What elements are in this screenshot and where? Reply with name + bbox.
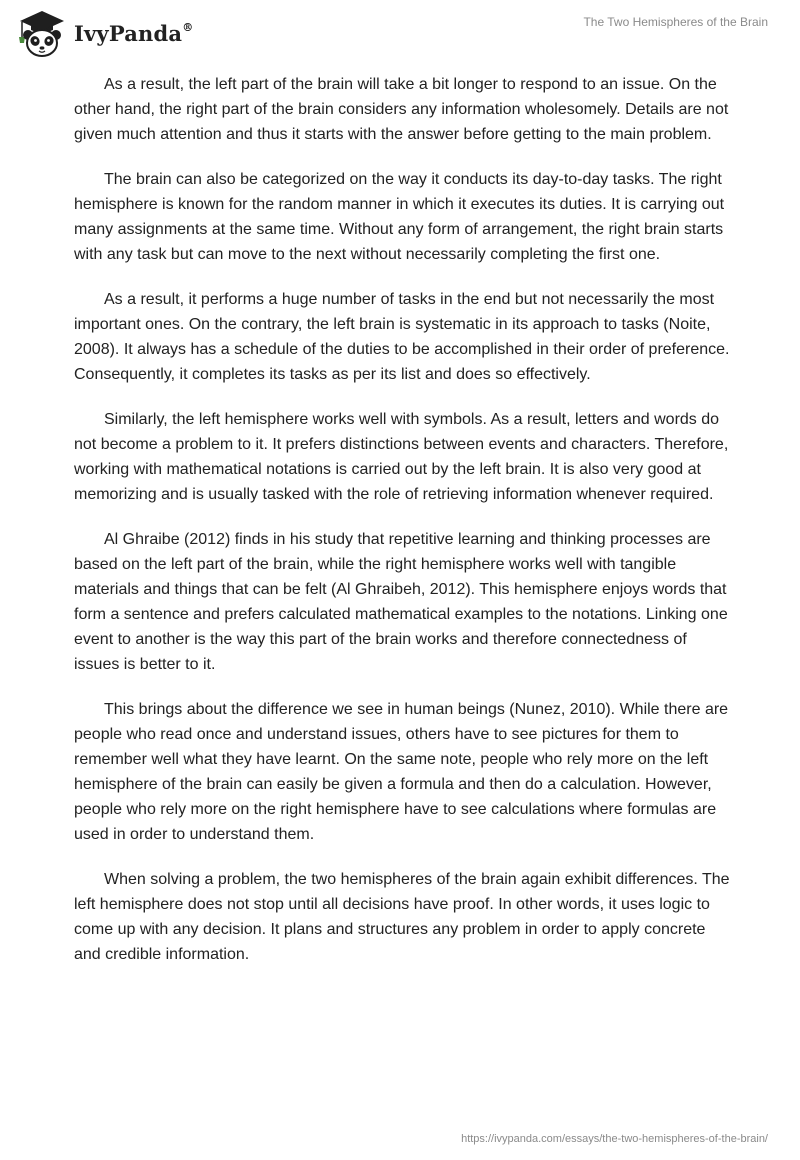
brand-name: IvyPanda®	[74, 20, 194, 46]
panda-graduation-cap-icon	[16, 8, 68, 58]
page-header	[0, 0, 800, 66]
paragraph: As a result, it performs a huge number of tasks in the end but not necessarily the most important ones. On the contrary, the left brain is systematic in its approach to tasks (Noite, 2008). It always has a schedule of the duties to be accomplished in their order of preference. Consequently, it completes its tasks as per its list and does so effectively.	[74, 291, 730, 383]
paragraph: As a result, the left part of the brain will take a bit longer to respond to an issue. On the other hand, the right part of the brain considers any information wholesomely. Details are not given much attention and thus it starts with the answer before getting to the main problem.	[74, 76, 729, 143]
paragraph: Similarly, the left hemisphere works well with symbols. As a result, letters and words do not become a problem to it. It prefers distinctions between events and characters. Therefore, working with mathematical notations is carried out by the left brain. It is also very good at memorizing and is usually tasked with the role of retrieving information whenever required.	[74, 411, 729, 503]
source-url[interactable]: https://ivypanda.com/essays/the-two-hemispheres-of-the-brain/	[461, 1133, 768, 1145]
paragraph: Al Ghraibe (2012) finds in his study that repetitive learning and thinking processes are based on the left part of the brain, while the right hemisphere works well with tangible materials and things that can be felt (Al Ghraibeh, 2012). This hemisphere enjoys words that form a sentence and prefers calculated mathematical examples to the notations. Linking one event to another is the way this part of the brain works and therefore connectedness of issues is better to it.	[74, 531, 728, 673]
registered-mark: ®	[182, 20, 194, 34]
paragraph: This brings about the difference we see in human beings (Nunez, 2010). While there are people who read once and understand issues, others have to see pictures for them to remember well what they have learnt. On the same note, people who rely more on the left hemisphere of the brain can easily be given a formula and then do a calculation. However, people who rely more on the right hemisphere have to see calculations where formulas are used in order to understand them.	[74, 701, 729, 843]
article-body	[74, 72, 730, 987]
paragraph: The brain can also be categorized on the way it conducts its day-to-day tasks. The right hemisphere is known for the random manner in which it executes its duties. It is carrying out many assignments at the same time. Without any form of arrangement, the right brain starts with any task but can move to the next without necessarily completing the first one.	[74, 171, 725, 263]
document-title: The Two Hemispheres of the Brain	[583, 15, 768, 29]
ivypanda-logo[interactable]	[16, 8, 193, 58]
paragraph: When solving a problem, the two hemispheres of the brain again exhibit differences. The left hemisphere does not stop until all decisions have proof. In other words, it uses logic to come up with any decision. It plans and structures any problem in order to apply concrete and credible information.	[74, 871, 730, 963]
